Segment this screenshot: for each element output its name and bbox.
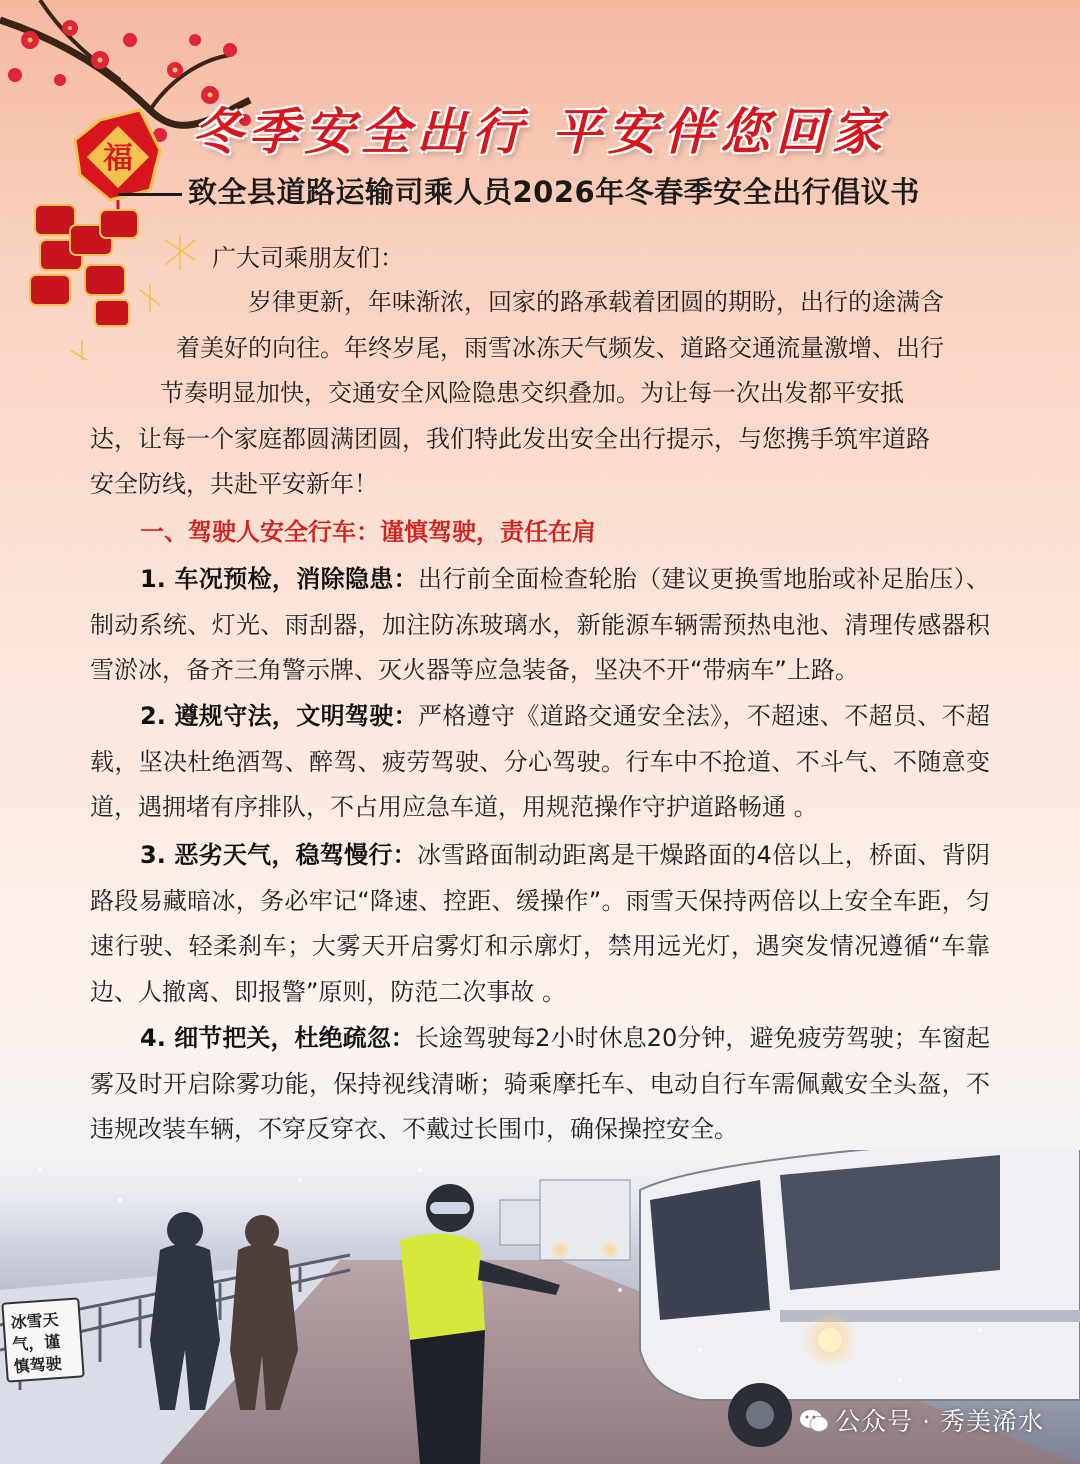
advice-label: 4. 细节把关，杜绝疏忽：: [140, 1024, 415, 1052]
intro-line: 节奏明显加快，交通安全风险隐患交织叠加。为让每一次出发都平安抵: [160, 379, 904, 407]
advice-text: 出行前全面检查轮胎（建议更换雪地胎或补足胎压）、制动系统、灯光、雨刮器，加注防冻玻璃水，新能源车辆需预热电池、清理传感器积雪淤冰，备齐三角警示牌、灭火器等应急装备，坚决不开“带病车”上路。: [90, 565, 990, 684]
fu-character: 福: [103, 141, 133, 176]
wechat-watermark: [799, 1402, 1044, 1438]
intro-line: 着美好的向往。年终岁尾，雨雪冰冻天气频发、道路交通流量激增、出行: [176, 333, 944, 362]
advice-item: [90, 557, 990, 694]
advice-label: 3. 恶劣天气，稳驾慢行：: [140, 841, 417, 869]
advice-label: 1. 车况预检，消除隐患：: [140, 565, 418, 593]
subtitle-text: 致全县道路运输司乘人员2026年冬春季安全出行倡议书: [188, 175, 920, 209]
greeting: 广大司乘朋友们：: [212, 244, 404, 272]
subtitle-dash: [118, 193, 182, 196]
road-warning-sign: 冰雪天气，谨慎驾驶: [1, 1297, 84, 1382]
advice-text: 冰雪路面制动距离是干燥路面的4倍以上，桥面、背阴路段易藏暗冰，务必牢记“降速、控距、缓操作”。雨雪天保持两倍以上安全车距，匀速行驶、轻柔刹车；大雾天开启雾灯和示廓灯，禁用远光灯，遇突发情况遵循“车靠边、人撤离、即报警”原则，防范二次事故 。: [90, 841, 990, 1006]
advice-label: 2. 遵规守法，文明驾驶：: [140, 702, 418, 730]
section-heading: 一、驾驶人安全行车：谨慎驾驶，责任在肩: [140, 518, 596, 546]
advice-item: [90, 694, 990, 831]
wechat-icon: [799, 1409, 829, 1433]
intro-line: 安全防线，共赴平安新年！: [90, 470, 378, 498]
intro-line: 岁律更新，年味渐浓，回家的路承载着团圆的期盼，出行的途满含: [248, 288, 944, 316]
watermark-text: 公众号 · 秀美浠水: [835, 1407, 1044, 1436]
advice-item: [90, 1016, 990, 1153]
advice-text: 严格遵守《道路交通安全法》，不超速、不超员、不超载，坚决杜绝酒驾、醉驾、疲劳驾驶、分心驾驶。行车中不抢道、不斗气、不随意变道，遇拥堵有序排队，不占用应急车道，用规范操作守护道路畅通 。: [90, 702, 990, 821]
poster-subtitle: [118, 170, 938, 211]
intro-line: 达，让每一个家庭都圆满团圆，我们特此发出安全出行提示，与您携手筑牢道路: [90, 424, 930, 453]
intro-paragraph: [90, 280, 990, 508]
advice-text: 长途驾驶每2小时休息20分钟，避免疲劳驾驶；车窗起雾及时开启除雾功能，保持视线清晰；骑乘摩托车、电动自行车需佩戴安全头盔，不违规改装车辆，不穿反穿衣、不戴过长围巾，确保操控安全。: [90, 1024, 990, 1143]
poster-title: 冬季安全出行 平安伴您回家: [192, 102, 888, 161]
advice-item: [90, 833, 990, 1015]
